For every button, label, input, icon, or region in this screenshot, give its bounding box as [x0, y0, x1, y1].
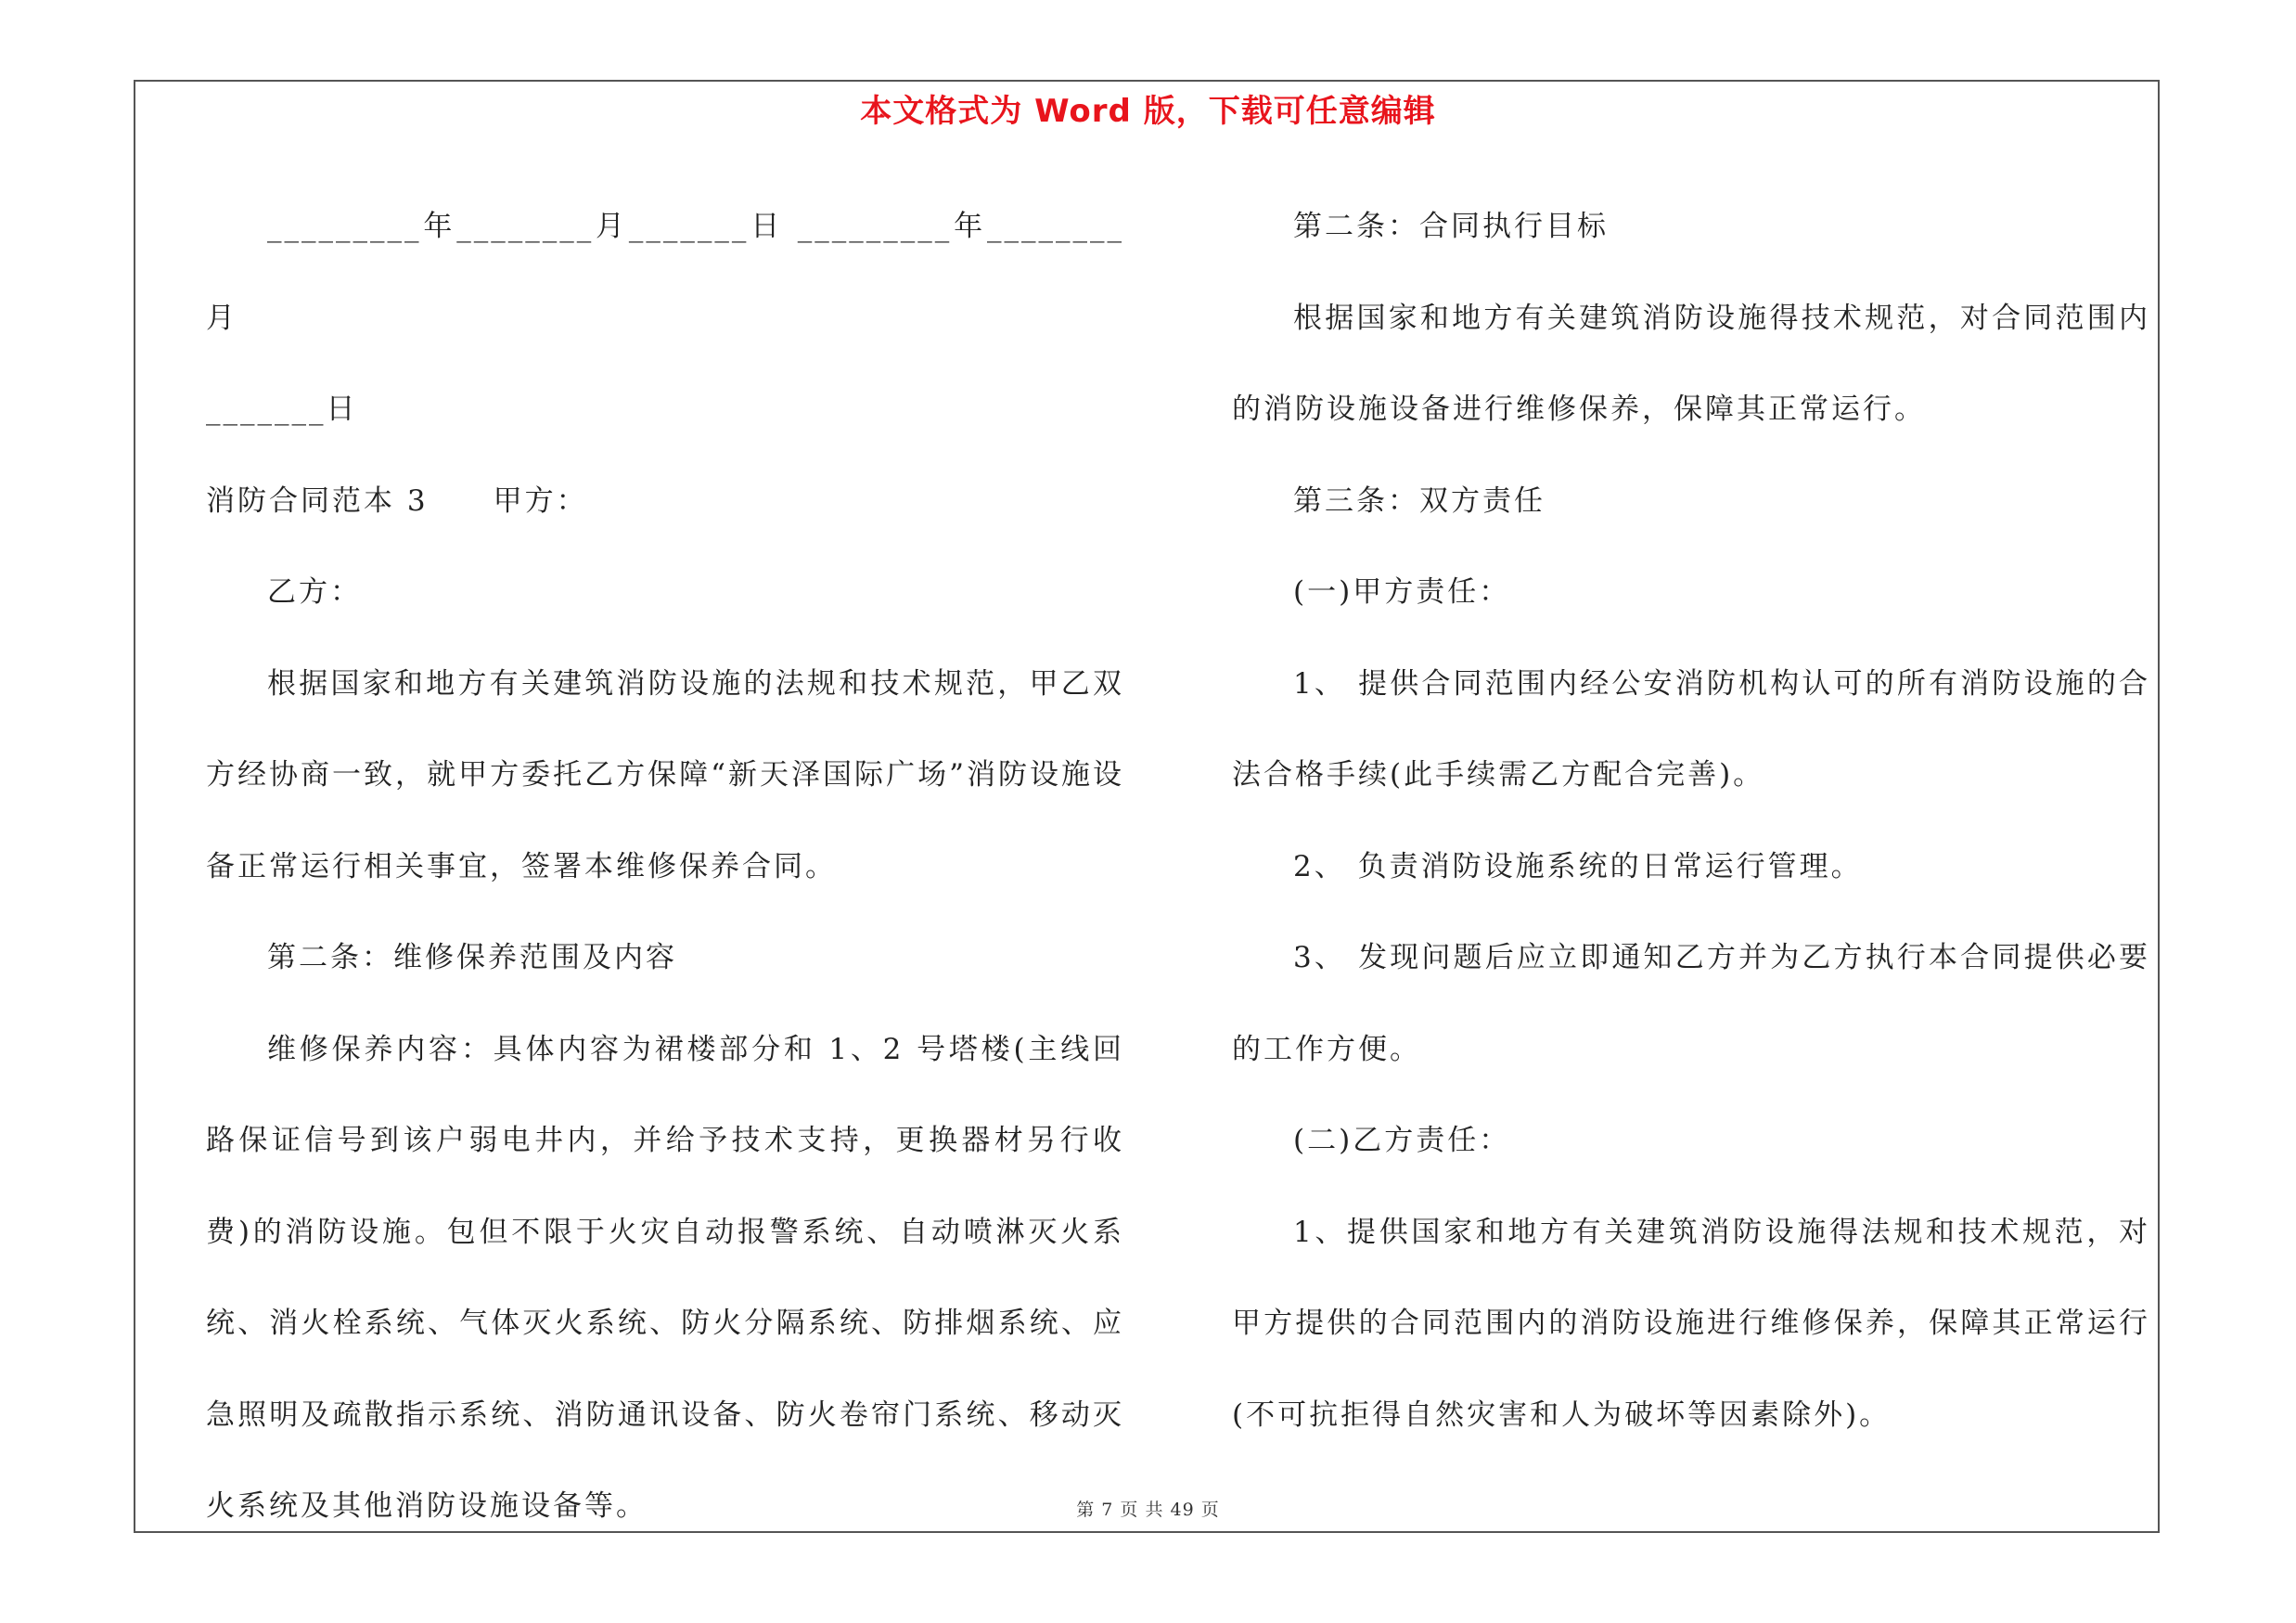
date-line: _________年________月_______日 _________年________月 — [206, 210, 1124, 335]
party-a-label: 甲方： — [493, 483, 588, 518]
page-indicator: 第 7 页 共 49 页 — [1076, 1500, 1220, 1520]
party-a-responsibility-title: (一)甲方责任： — [1293, 575, 1511, 609]
intro-paragraph: 根据国家和地方有关建筑消防设施的法规和技术规范，甲乙双方经协商一致，就甲方委托乙方保障“新天泽国际广场”消防设施设备正常运行相关事宜，签署本维修保养合同。 — [206, 666, 1124, 883]
party-a-responsibility-1: 1、 提供合同范围内经公安消防机构认可的所有消防设施的合法合格手续(此手续需乙方配合完善)。 — [1232, 666, 2150, 792]
article-3-title: 第三条：双方责任 — [1293, 483, 1546, 518]
party-b-responsibility-1: 1、提供国家和地方有关建筑消防设施得法规和技术规范，对甲方提供的合同范围内的消防设施进行维修保养，保障其正常运行(不可抗拒得自然灾害和人为破坏等因素除外)。 — [1232, 1215, 2150, 1432]
header-banner: 本文格式为 Word 版，下载可任意编辑 — [860, 93, 1436, 130]
party-a-responsibility-2: 2、 负责消防设施系统的日常运行管理。 — [1293, 849, 1863, 883]
article-2-title: 第二条：维修保养范围及内容 — [267, 941, 677, 974]
contract-title: 消防合同范本 3 — [206, 483, 429, 518]
party-a-responsibility-3: 3、 发现问题后应立即通知乙方并为乙方执行本合同提供必要的工作方便。 — [1232, 941, 2150, 1066]
party-b-responsibility-title: (二)乙方责任： — [1293, 1124, 1511, 1157]
contract-title-line — [206, 456, 1124, 547]
article-2b-title: 第二条：合同执行目标 — [1293, 210, 1609, 243]
article-2-body: 维修保养内容：具体内容为裙楼部分和 1、2 号塔楼(主线回路保证信号到该户弱电井内，并给予技术支持，更换器材另行收费)的消防设施。包但不限于火灾自动报警系统、自动喷淋灭火系统、消火栓系统、气体灭火系统、防火分隔系统、防排烟系统、应急照明及疏散指示系统、消防通讯设备、防火卷帘门系统、移动灭火系统及其他消防设施设备等。 — [206, 1032, 1124, 1523]
left-column — [206, 181, 1124, 1552]
right-column — [1232, 181, 2150, 1461]
date-line-continued: _______日 — [206, 393, 358, 426]
party-b-label: 乙方： — [267, 575, 362, 609]
article-2b-body: 根据国家和地方有关建筑消防设施得技术规范，对合同范围内的消防设施设备进行维修保养，保障其正常运行。 — [1232, 301, 2150, 426]
